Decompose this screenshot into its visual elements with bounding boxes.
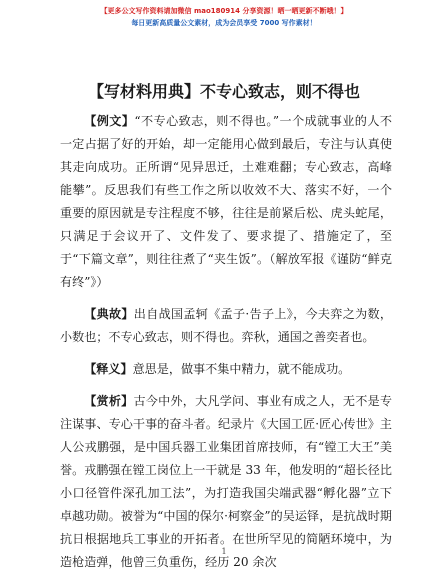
promo-line-1: 【更多公文写作资料请加微信 mao180914 分享资源！晒一晒更新不断哦！】	[100, 7, 348, 15]
paragraph-allusion	[60, 303, 392, 349]
paragraph-tag: 【典故】	[84, 307, 134, 321]
paragraph-tag: 【释义】	[84, 362, 133, 376]
paragraph-meaning	[60, 358, 392, 381]
document-body	[60, 110, 392, 583]
paragraph-text: 古今中外，大凡学问、事业有成之人，无不是专注谋事、专心干事的奋斗者。纪录片《大国工匠·匠心传世》主人公戎鹏强，是中国兵器工业集团首席技师，有“镗工大王”美誉。戎鹏强在镗工岗位上一干就是 33 年，他发明的“超长径比小口径管件深孔加工法”，为打造我国尖端武器“孵化器”立下卓越功勋。被誉为“中国的保尔·柯察金”的吴运铎，是抗战时期抗日根据地兵工事业的开拓者。在世所罕见的简陋环境中，为造枪造弹，他曾三负重伤，经历 20 余次	[60, 394, 392, 569]
paragraph-text: “不专心致志，则不得也。”一个成就事业的人不一定占据了好的开始，却一定能用心做到最后，专注与认真使其走向成功。正所谓“见异思迁，土难难翻；专心致志，高峰能攀”。反思我们有些工作之所以收效不大、落实不好，一个重要的原因就是专注程度不够，往往是前紧后松、虎头蛇尾，只满足于会议开了、文件发了、要求提了、措施定了，至于“下篇文章”，则往往煮了“夹生饭”。（解放军报《谨防“鲜克有终”》）	[60, 114, 392, 289]
paragraph-text: 出自战国孟轲《孟子·告子上》，今夫弈之为数，小数也；不专心致志，则不得也。弈秋，通国之善奕者也。	[60, 307, 392, 344]
promo-line-2: 每日更新高质量公文素材，成为会员享受 7000 写作素材！	[131, 19, 317, 27]
paragraph-tag: 【例文】	[84, 114, 135, 128]
page-title: 【写材料用典】不专心致志，则不得也	[87, 82, 360, 101]
paragraph-tag: 【赏析】	[84, 394, 134, 408]
paragraph-text: 意思是，做事不集中精力，就不能成功。	[132, 362, 351, 376]
paragraph-example	[60, 110, 392, 294]
page-number: 1	[221, 547, 227, 556]
